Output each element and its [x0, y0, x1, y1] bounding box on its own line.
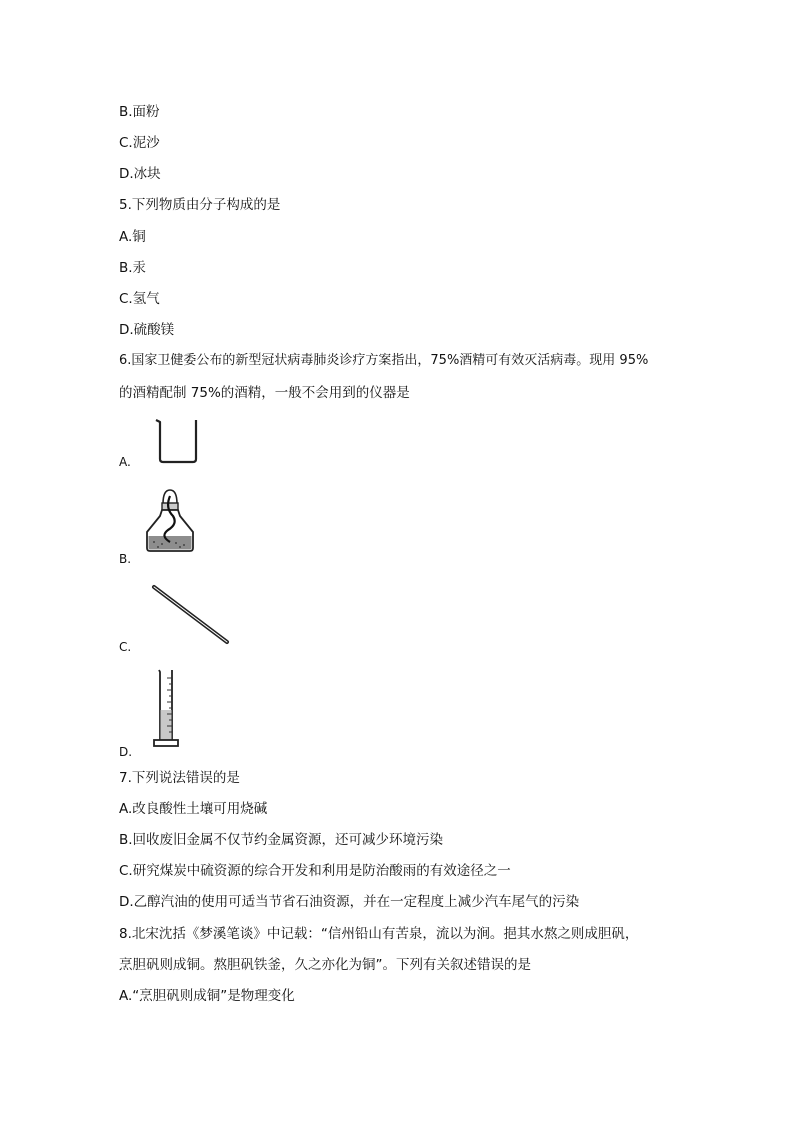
beaker-icon [150, 417, 206, 465]
graduated-cylinder-icon [150, 666, 182, 750]
line-q5-a: A.铜 [119, 229, 146, 245]
question-6-stem-1: 6.国家卫健委公布的新型冠状病毒肺炎诊疗方案指出，75%酒精可有效灭活病毒。现用 95% [119, 353, 649, 368]
line-q4-d: D.冰块 [119, 166, 161, 182]
line-q4-b: B.面粉 [119, 104, 160, 120]
question-5-stem: 5.下列物质由分子构成的是 [119, 197, 281, 213]
option-label-b: B. [119, 552, 132, 566]
question-6-stem-2: 的酒精配制 75%的酒精，一般不会用到的仪器是 [119, 385, 410, 401]
line-q5-c: C.氢气 [119, 291, 160, 307]
line-q4-c: C.泥沙 [119, 135, 160, 151]
line-q5-d: D.硫酸镁 [119, 322, 175, 338]
line-q8-a: A.“烹胆矾则成铜”是物理变化 [119, 988, 295, 1004]
option-label-a: A. [119, 455, 131, 469]
line-q7-b: B.回收废旧金属不仅节约金属资源，还可减少环境污染 [119, 832, 444, 848]
line-q7-c: C.研究煤炭中硫资源的综合开发和利用是防治酸雨的有效途径之一 [119, 863, 511, 879]
glass-rod-icon [145, 582, 235, 648]
line-q7-a: A.改良酸性土壤可用烧碱 [119, 801, 268, 817]
option-label-c: C. [119, 640, 132, 654]
question-8-stem-1: 8.北宋沈括《梦溪笔谈》中记载：“信州铅山有苦泉，流以为涧。挹其水熬之则成胆矾， [119, 926, 639, 942]
alcohol-lamp-icon [140, 486, 200, 556]
question-7-stem: 7.下列说法错误的是 [119, 770, 240, 786]
option-label-d: D. [119, 745, 133, 759]
line-q5-b: B.汞 [119, 260, 147, 276]
line-q7-d: D.乙醇汽油的使用可适当节省石油资源，并在一定程度上减少汽车尾气的污染 [119, 894, 580, 910]
question-8-stem-2: 烹胆矾则成铜。熬胆矾铁釜，久之亦化为铜”。下列有关叙述错误的是 [119, 957, 531, 973]
